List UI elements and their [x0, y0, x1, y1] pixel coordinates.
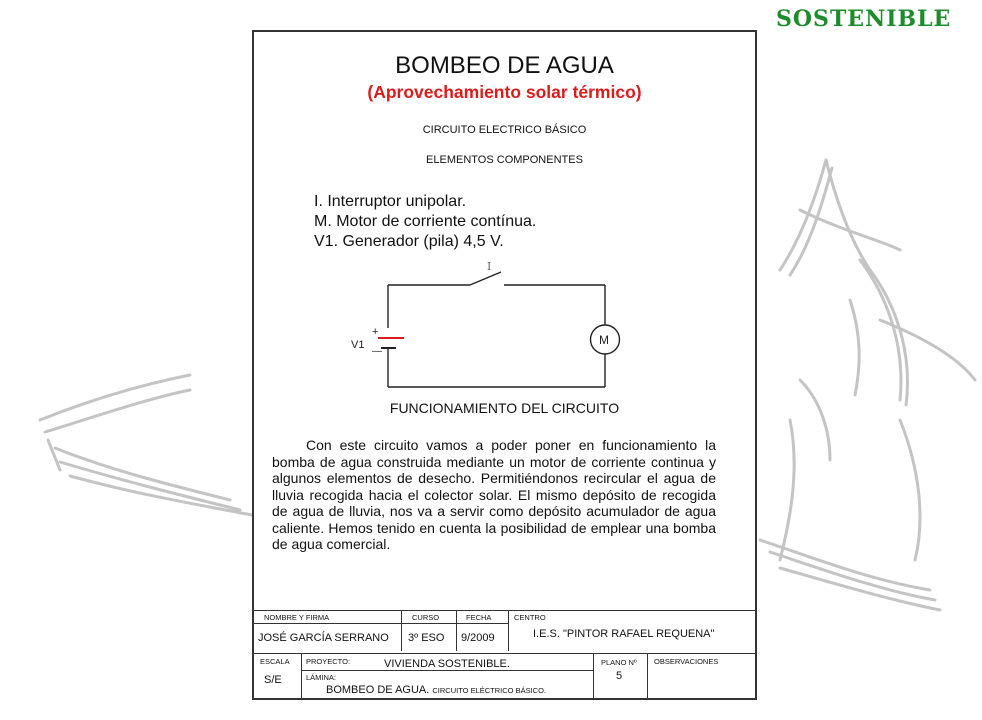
value-nombre: JOSÉ GARCÍA SERRANO [258, 632, 389, 644]
value-escala: S/E [264, 674, 282, 686]
value-lamina [326, 684, 546, 696]
battery-label: V1 [351, 339, 365, 351]
label-observaciones: OBSERVACIONES [654, 657, 719, 666]
cell-centro [509, 611, 755, 651]
value-fecha: 9/2009 [461, 632, 495, 644]
brand-title: SOSTENIBLE [776, 6, 952, 32]
battery-minus-sign: — [372, 346, 382, 357]
value-plano: 5 [616, 670, 623, 682]
cell-nombre [254, 611, 402, 651]
value-lamina-sub: CIRCUITO ELÉCTRICO BÁSICO. [432, 686, 547, 695]
switch-lever [470, 272, 501, 285]
label-fecha: FECHA [466, 613, 492, 622]
battery-plus-sign: + [372, 326, 379, 338]
cell-observaciones [648, 654, 755, 699]
elements-list [314, 192, 536, 252]
element-item: V1. Generador (pila) 4,5 V. [314, 233, 504, 250]
caption-circuit: CIRCUITO ELECTRICO BÁSICO [422, 124, 587, 136]
value-proyecto: VIVIENDA SOSTENIBLE. [384, 658, 510, 670]
cell-plano [594, 654, 648, 699]
circuit-diagram [334, 256, 634, 391]
label-nombre: NOMBRE Y FIRMA [264, 613, 330, 622]
title-block-row-1 [254, 610, 755, 652]
label-plano: PLANO Nº [601, 658, 637, 667]
sheet-subtitle: (Aprovechamiento solar térmico) [367, 82, 642, 102]
label-proyecto: PROYECTO: [306, 657, 351, 666]
caption-elements: ELEMENTOS COMPONENTES [426, 154, 583, 166]
title-block-row-2 [254, 653, 755, 700]
value-centro: I.E.S. "PINTOR RAFAEL REQUENA" [533, 628, 715, 640]
label-curso: CURSO [412, 613, 440, 622]
motor-label: M [599, 333, 609, 347]
cell-escala [254, 654, 302, 699]
label-centro: CENTRO [514, 613, 546, 622]
functioning-title: FUNCIONAMIENTO DEL CIRCUITO [389, 400, 620, 416]
cell-curso [402, 611, 457, 651]
value-lamina-main: BOMBEO DE AGUA. [326, 684, 430, 696]
functioning-paragraph: Con este circuito vamos a poder poner en funcionamiento la bomba de agua construida mediante un motor de corriente continua y algunos elementos de desecho. Permitiéndonos recircular el agua de lluvia recogida hacia el colector solar. El mismo depósito de recogida de agua de lluvia, nos va a servir como depósito acumulador de agua caliente. Hemos tenido en cuenta la posibilidad de emplear una bomba de agua comercial. [272, 437, 716, 552]
label-escala: ESCALA [260, 657, 290, 666]
element-item: M. Motor de corriente contínua. [314, 213, 537, 230]
cell-proyecto [302, 654, 594, 699]
sheet-title: BOMBEO DE AGUA [395, 52, 614, 79]
value-curso: 3º ESO [408, 632, 445, 644]
element-item: I. Interruptor unipolar. [314, 193, 467, 210]
label-lamina: LÁMINA: [306, 673, 337, 682]
switch-label: I [487, 260, 492, 273]
cell-fecha [457, 611, 509, 651]
technical-drawing-sheet [252, 30, 757, 700]
